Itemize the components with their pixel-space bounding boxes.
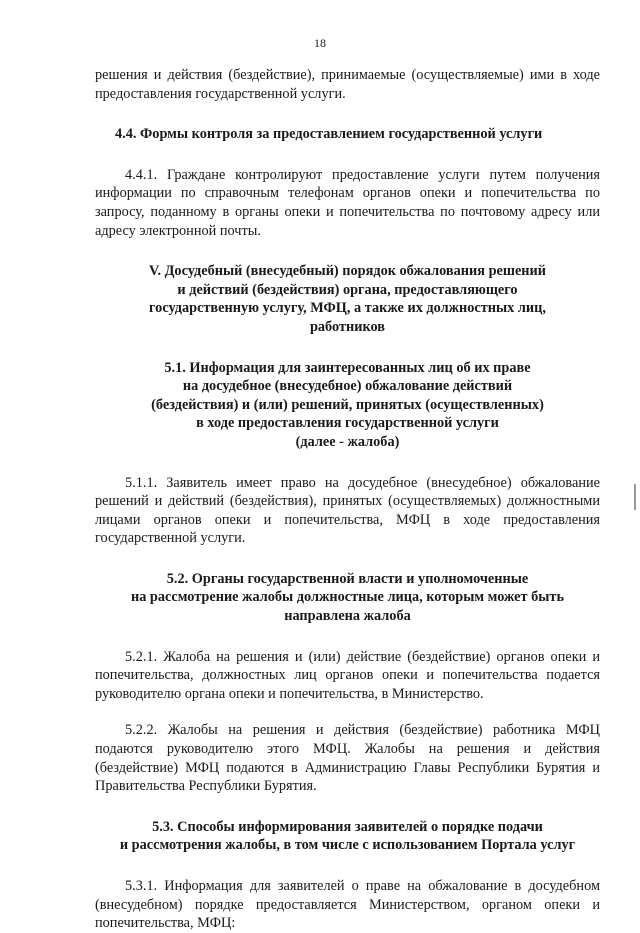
heading-line: государственную услугу, МФЦ, а также их должностных лиц, bbox=[149, 300, 546, 317]
heading-line: V. Досудебный (внесудебный) порядок обжалования решений bbox=[148, 263, 547, 280]
heading-line: на досудебное (внесудебное) обжалование действий bbox=[182, 378, 513, 395]
section-heading-4-4: 4.4. Формы контроля за предоставлением государственной услуги bbox=[115, 126, 543, 143]
section-heading-5-3 bbox=[95, 818, 600, 855]
page-content bbox=[95, 66, 600, 933]
heading-line: 5.3. Способы информирования заявителей о порядке подачи bbox=[152, 818, 543, 835]
heading-line: в ходе предоставления государственной услуги bbox=[196, 415, 499, 432]
paragraph-5-2-2: 5.2.2. Жалобы на решения и действия (бездействие) работника МФЦ подаются руководителю этого МФЦ. Жалобы на решения и действия (бездействие) МФЦ подаются в Администрацию Главы Республики Бурятия и Правительства Республики Бурятия. bbox=[95, 722, 600, 795]
heading-line: 5.1. Информация для заинтересованных лиц об их праве bbox=[164, 359, 531, 376]
paragraph-5-3-1: 5.3.1. Информация для заявителей о праве на обжалование в досудебном (внесудебном) порядке предоставляется Министерством, органом опеки и попечительства, МФЦ: bbox=[95, 878, 600, 932]
heading-line: 5.2. Органы государственной власти и уполномоченные bbox=[166, 570, 529, 587]
chapter-heading-v bbox=[95, 262, 600, 336]
heading-line: и действий (бездействия) органа, предоставляющего bbox=[177, 281, 518, 298]
heading-line: (далее - жалоба) bbox=[295, 433, 400, 450]
heading-line: работников bbox=[309, 318, 386, 335]
paragraph-5-2-1: 5.2.1. Жалоба на решения и (или) действие (бездействие) органов опеки и попечительства, должностных лиц органов опеки и попечительства подается руководителю органа опеки и попечительства, в Министерство. bbox=[95, 648, 600, 702]
heading-line: и рассмотрения жалобы, в том числе с использованием Портала услуг bbox=[119, 837, 576, 854]
section-heading-5-2 bbox=[95, 570, 600, 626]
paragraph-4-4-1: 4.4.1. Граждане контролируют предоставление услуги путем получения информации по справочным телефонам органов опеки и попечительства по запросу, поданному в органы опеки и попечительства по почтовому адресу или адресу электронной почты. bbox=[95, 166, 600, 239]
paragraph-continuation: решения и действия (бездействие), принимаемые (осуществляемые) ими в ходе предоставления государственной услуги. bbox=[95, 67, 600, 102]
heading-line: направлена жалоба bbox=[284, 608, 411, 625]
heading-line: на рассмотрение жалобы должностные лица, которым может быть bbox=[130, 589, 565, 606]
section-heading-5-1 bbox=[95, 359, 600, 452]
heading-line: (бездействия) и (или) решений, принятых (осуществленных) bbox=[151, 396, 544, 413]
scan-edge-mark bbox=[634, 484, 636, 510]
paragraph-5-1-1: 5.1.1. Заявитель имеет право на досудебное (внесудебное) обжалование решений и действий (бездействия), принятых (осуществляемых) должностными лицами органов опеки и попечительства, МФЦ в ходе предоставления государственной услуги. bbox=[95, 474, 600, 547]
page-number: 18 bbox=[314, 36, 326, 50]
